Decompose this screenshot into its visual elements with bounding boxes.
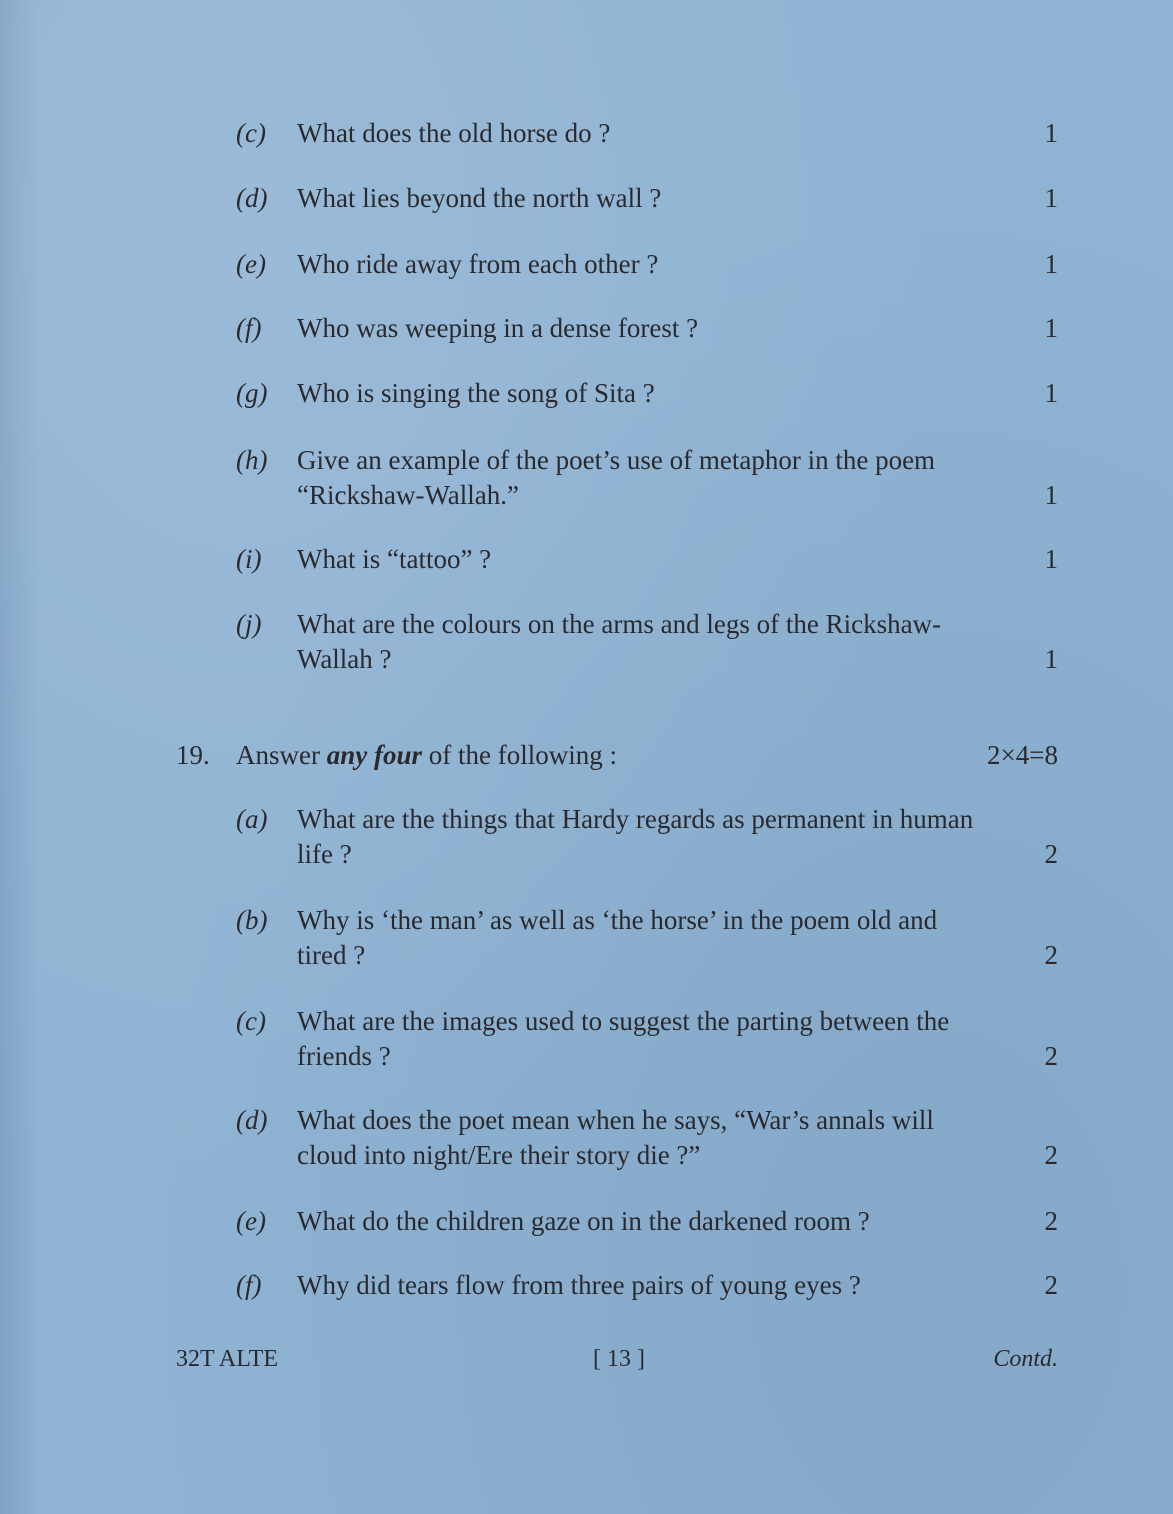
- item-text-line1: Give an example of the poet’s use of metaphor in the poem: [297, 445, 936, 475]
- item-marks: 1: [1044, 183, 1058, 213]
- item-marks: 2: [1044, 839, 1058, 869]
- item-text: What lies beyond the north wall ?: [297, 183, 662, 213]
- item-text: [297, 443, 1058, 513]
- item-text-line1: What are the images used to suggest the parting between the: [297, 1006, 950, 1036]
- item-text-line2: tired ?: [297, 940, 366, 970]
- item-text-line2: “Rickshaw-Wallah.”: [297, 480, 519, 510]
- item-text: [297, 802, 1058, 872]
- question-item-i: [236, 542, 1058, 577]
- item-marks: 1: [1044, 313, 1058, 343]
- item-label: (d): [236, 183, 268, 213]
- item-label: (j): [236, 609, 262, 639]
- question-item-g: [236, 376, 1058, 411]
- q19-item-b: [236, 903, 1058, 973]
- item-marks: 2: [1044, 1041, 1058, 1071]
- item-text-line1: Why is ‘the man’ as well as ‘the horse’ in the poem old and: [297, 905, 938, 935]
- question-instruction: [236, 738, 617, 773]
- item-marks: 1: [1044, 544, 1058, 574]
- q19-item-e: [236, 1204, 1058, 1239]
- item-text-line2: Wallah ?: [297, 644, 392, 674]
- item-label: (e): [236, 1206, 266, 1236]
- question-item-j: [236, 607, 1058, 677]
- paper-code: 32T ALTE: [176, 1346, 279, 1372]
- continued-label: Contd.: [993, 1346, 1058, 1372]
- item-text: Who is singing the song of Sita ?: [297, 378, 655, 408]
- item-label: (a): [236, 804, 268, 834]
- question-number: 19.: [176, 740, 210, 770]
- item-text: [297, 1004, 1058, 1074]
- item-label: (f): [236, 1270, 262, 1300]
- item-text-line2: life ?: [297, 839, 352, 869]
- question-item-e: [236, 247, 1058, 282]
- item-label: (c): [236, 118, 266, 148]
- item-marks: 2: [1044, 940, 1058, 970]
- item-marks: 1: [1044, 644, 1058, 674]
- item-label: (d): [236, 1105, 268, 1135]
- question-marks: 2×4=8: [987, 740, 1058, 770]
- instruction-text: of the following :: [422, 740, 617, 770]
- item-label: (g): [236, 378, 268, 408]
- q19-item-d: [236, 1103, 1058, 1173]
- item-marks: 2: [1044, 1140, 1058, 1170]
- item-label: (h): [236, 445, 268, 475]
- item-text: [297, 903, 1058, 973]
- item-label: (b): [236, 905, 268, 935]
- item-text-line2: friends ?: [297, 1041, 391, 1071]
- item-marks: 1: [1044, 378, 1058, 408]
- q19-item-f: [236, 1268, 1058, 1303]
- item-label: (e): [236, 249, 266, 279]
- item-label: (i): [236, 544, 262, 574]
- instruction-emphasis: any four: [326, 740, 422, 770]
- question-item-h: [236, 443, 1058, 513]
- q19-item-a: [236, 802, 1058, 872]
- page-number: [ 13 ]: [593, 1346, 645, 1372]
- item-text: Who was weeping in a dense forest ?: [297, 313, 699, 343]
- item-marks: 1: [1044, 118, 1058, 148]
- item-text: Why did tears flow from three pairs of young eyes ?: [297, 1270, 861, 1300]
- item-label: (f): [236, 313, 262, 343]
- instruction-text: Answer: [236, 740, 327, 770]
- item-marks: 2: [1044, 1206, 1058, 1236]
- item-text: What do the children gaze on in the darkened room ?: [297, 1206, 870, 1236]
- item-text: Who ride away from each other ?: [297, 249, 659, 279]
- item-marks: 1: [1044, 249, 1058, 279]
- item-text-line1: What does the poet mean when he says, “War’s annals will: [297, 1105, 934, 1135]
- item-text: What is “tattoo” ?: [297, 544, 492, 574]
- q19-item-c: [236, 1004, 1058, 1074]
- item-text: What does the old horse do ?: [297, 118, 611, 148]
- item-text-line1: What are the colours on the arms and legs of the Rickshaw-: [297, 609, 942, 639]
- item-text: [297, 1103, 1058, 1173]
- item-text: [297, 607, 1058, 677]
- item-text-line1: What are the things that Hardy regards as permanent in human: [297, 804, 974, 834]
- item-label: (c): [236, 1006, 266, 1036]
- question-item-d: [236, 181, 1058, 216]
- item-text-line2: cloud into night/Ere their story die ?”: [297, 1140, 701, 1170]
- item-marks: 2: [1044, 1270, 1058, 1300]
- question-item-f: [236, 311, 1058, 346]
- question-item-c: [236, 116, 1058, 151]
- item-marks: 1: [1044, 480, 1058, 510]
